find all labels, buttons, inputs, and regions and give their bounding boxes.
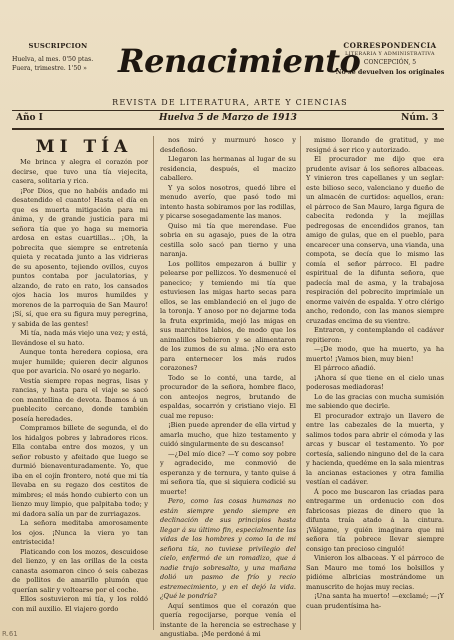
paragraph: ¡Ahora sí que tiene en el cielo unas poderosas mediadoras! [306, 373, 444, 391]
paragraph: Los pollitos empezaron á bullir y pelearse por pellizcos. Yo desmenucé el panecico; y temiendo mi tía que estuviesen las migas harto secas para ellos, se las emblandeció en el jugo de la toronja. Y anoso por no dejarme toda la fruta exprimida, mejó las migas en sus marchitos labios, de modo que los animalillos bebieron y se alimentaron de los zumos de su alma. ¡No era esto para enternecer los más rudos corazones? [160, 259, 296, 372]
subscription-box [12, 42, 104, 74]
correspondence-box [332, 42, 448, 76]
paragraph: ¡Una santa ha muerto! —exclamé; —¡Y cuan prudentísima ha- [306, 592, 444, 610]
paragraph: Quiso mi tía que merendase. Fue sobria en su agasajo, pues de la otra cestilla solo sacó pan tierno y una naranja. [160, 221, 296, 258]
paragraph: —¿Del mío dice? —Y como soy pobre y agradecido, me conmovió de esperanza y de ternura, y tanto quise á mi señora tía, que si siquiera codicié su muerte! [160, 449, 296, 496]
paragraph: Lo de las gracias con mucha sumisión me sabiendo que decirle. [306, 392, 444, 410]
paragraph: Me brinca y alegra el corazón por decirse, que tuvo una tía viejecita, casera, solitaria y rica. [12, 158, 148, 185]
paragraph: El párroco añadió. [314, 364, 376, 372]
issue-year: Año I [16, 113, 43, 123]
paragraph: nos miró y murmuró hosco y desdeñoso. [160, 136, 296, 154]
handwritten-margin-note: R.61 [2, 630, 18, 638]
paragraph: Mi tía, nada más viejo una vez; y está, llevándose el su hato. [12, 329, 148, 347]
issue-number: Núm. 3 [401, 113, 438, 123]
paragraph: El procurador extrajo un llavero de entre las cabezales de la muerta, y salimos todos para abrir el cómoda y las arcas y buscar el testamento. Yo por cortesía, saliendo ninguno del de la cara y hacienda, quedéme en la sala mientras la ancianas estaciones y otra familia vestían el cadáver. [306, 411, 444, 486]
paragraph: Todo se lo conté, una tarde, al procurador de la señora, hombre flaco, con anteojos negros, brutando de espaldas, socarrón y cristiano viejo. El cual me repuso: [160, 373, 296, 420]
subscription-title: SUSCRIPCION [28, 42, 88, 50]
paragraph-italic: Pero, como las cosas humanas no están siempre yendo siempre en declinación de sus principios hasta llegar á su último fin, especialmente las vidas de los hombres y como la de mi señora tía, no tuviese privilegio del cielo, enfermó de un romadizo, que á nadie trajo sobresalto, y una mañana dolió un pasmo de frío y recio estremecimiento, y en el dejó la vida. ¿Qué le pondría? [160, 497, 296, 600]
publication-subtitle: REVISTA DE LITERATURA, ARTE Y CIENCIAS [112, 98, 348, 107]
article-title: MI TÍA [35, 137, 133, 157]
paragraph: Llegaron las hermanas al lugar de su residencia, después, el macizo caballero. [160, 155, 296, 182]
paragraph: Aunque tonta heredera copiosa, era mujer humilde; quieren decir algunos que por avaricia. No osaré yo negarlo. [12, 348, 148, 375]
column-separator [300, 136, 301, 630]
paragraph: —¡De modo, que ha muerto, ya ha muerto! ¡Vamos bien, muy bien! [306, 345, 444, 363]
article-column-3 [306, 136, 444, 630]
header-rule-bottom [12, 128, 444, 130]
article-column-2 [160, 136, 296, 638]
paragraph: Ellos sostuvieron mi tía, y los roldó con mil auxilio. El viajero gordo [12, 595, 148, 613]
paragraph: ¡Bien puede aprender de ella virtud y amarla mucho, que hizo testamento y cuidó singularmente de su descanso! [160, 421, 296, 448]
correspondence-subtitle: LITERARIA Y ADMINISTRATIVA [345, 51, 435, 57]
correspondence-title: CORRESPONDENCIA [343, 41, 437, 50]
article-column-1 [12, 136, 148, 630]
issue-date: Huelva 5 de Marzo de 1913 [159, 113, 297, 123]
header-rule-top [12, 110, 444, 111]
paragraph: El procurador me dijo que era prudente avisar á los señores albaceas. Y vinieron tres capellanes y un seglar: este bilioso seco, valenciano y dueño de un almacén de curtidos: aquellos, eran: el párroco de San Mauro, larga figura de cabecita redonda y la mejillas pedregosas de encendidos granos, tan amigo de gulas, que en el pueblo, para encarecer una conserva, una vianda, una compota, se decía que lo mismo las comía el señor párroco. El padre espiritual de la difunta señora, que padecía mal de asma, y la trabajosa respiración del pobrecito imprimíale un enorme vaivén de espalda. Y otro clérigo ancho, redondo, con las manos siempre cruzadas encima de su vientre. [306, 155, 444, 325]
masthead-title: Renacimiento [118, 42, 361, 80]
paragraph: La señora meditaba amorosamente los ojos. ¡Nunca la viera yo tan entristecida! [12, 519, 148, 546]
paragraph: mismo llorando de gratitud, y me resigné á ser rico y autorizado. [306, 136, 444, 154]
paragraph: Á poco me buscaron las criadas para entregarme un ordenucio con dos fabricosas piezas de dinero que la difunta traía atado á la cintura. ¡Válgame, y quién imaginara que mi señora tía pobrece llevar siempre consigo tan precioso cinguló! [306, 487, 444, 553]
paragraph: Compramos billete de segunda, el do los hidalgos pobres y labradores ricos. Ella contaba entre dos mozos, y un señor robusto y afeitado que luego se durmió bienaventuradamente. Yo, que iba en el cojín frontero, noté que mi tía llevaba en su regazo dos cestitos de mimbres; el más hondo cubierto con un lienzo muy limpio, que palpitaba todo; y mi dadora salía un par de zurriagazos. [12, 424, 148, 518]
paragraph: Entraron, y contemplando el cadáver repitieron: [306, 326, 444, 344]
paragraph: Vinieron los albaceas. Y el párroco de San Mauro me tomó los bolsillos y pidióme albricias mostrándome un manuscrito de hojas muy recias. [306, 554, 444, 591]
subscription-monthly: Huelva, al mes. 0'50 ptas. [12, 56, 94, 64]
correspondence-notice: No se devuelven los originales [335, 67, 445, 76]
paragraph: Y ya solos nosotros, quedó libre el menudo averío, que pasó todo mi intento hasta sobiramos por las rodillas, y picarse sosegadamente las manos. [160, 183, 296, 220]
paragraph: Platicando con los mozos, descuidose del lienzo, y en las orillas de la cesta canasta asomaron cinco ó seis cabezas de pollitos de amarillo plumón que querían salir y voltearse por el coche. [12, 547, 148, 594]
paragraph: Vestía siempre ropas negras, lisas y rancias, y hasta para el viaje se sacó con mantellina de devota. Íbamos á un pueblecito cercano, donde también poseía heredades. [12, 376, 148, 423]
paragraph: Aquí sentimos que el corazón que quería regocijarse, porque venía el instante de la herencia se estrechase y angustiaba. ¡Me perdoné á mi [160, 601, 296, 638]
column-separator [153, 136, 154, 630]
subscription-quarterly: Fuera, trimestre. 1'50 » [12, 65, 87, 73]
paragraph: ¡Por Dios, que no habéis andado mi desatendido el cuanto! Hasta el día en que es muerta mitigación para mi ánima, y de grande justicia para mi señora tía que yo haga su memoria ardosa en estas cuartillas... ¡Oh, la pobrecita que siempre se entretenía quieta y recatada junto a las vidrieras de su aposento, tejiendo ovillos, cuyos puntos contaba por jaculatorias, y alzando, de rato en rato, los cansados ojos hacia los muros humildes y morenos de la parroquia de San Mauro! ¡Sí, sí, que era su figura muy peregrina, y sabida de las gentes! [12, 186, 148, 328]
correspondence-address: CONCEPCIÓN, 5 [363, 59, 417, 67]
